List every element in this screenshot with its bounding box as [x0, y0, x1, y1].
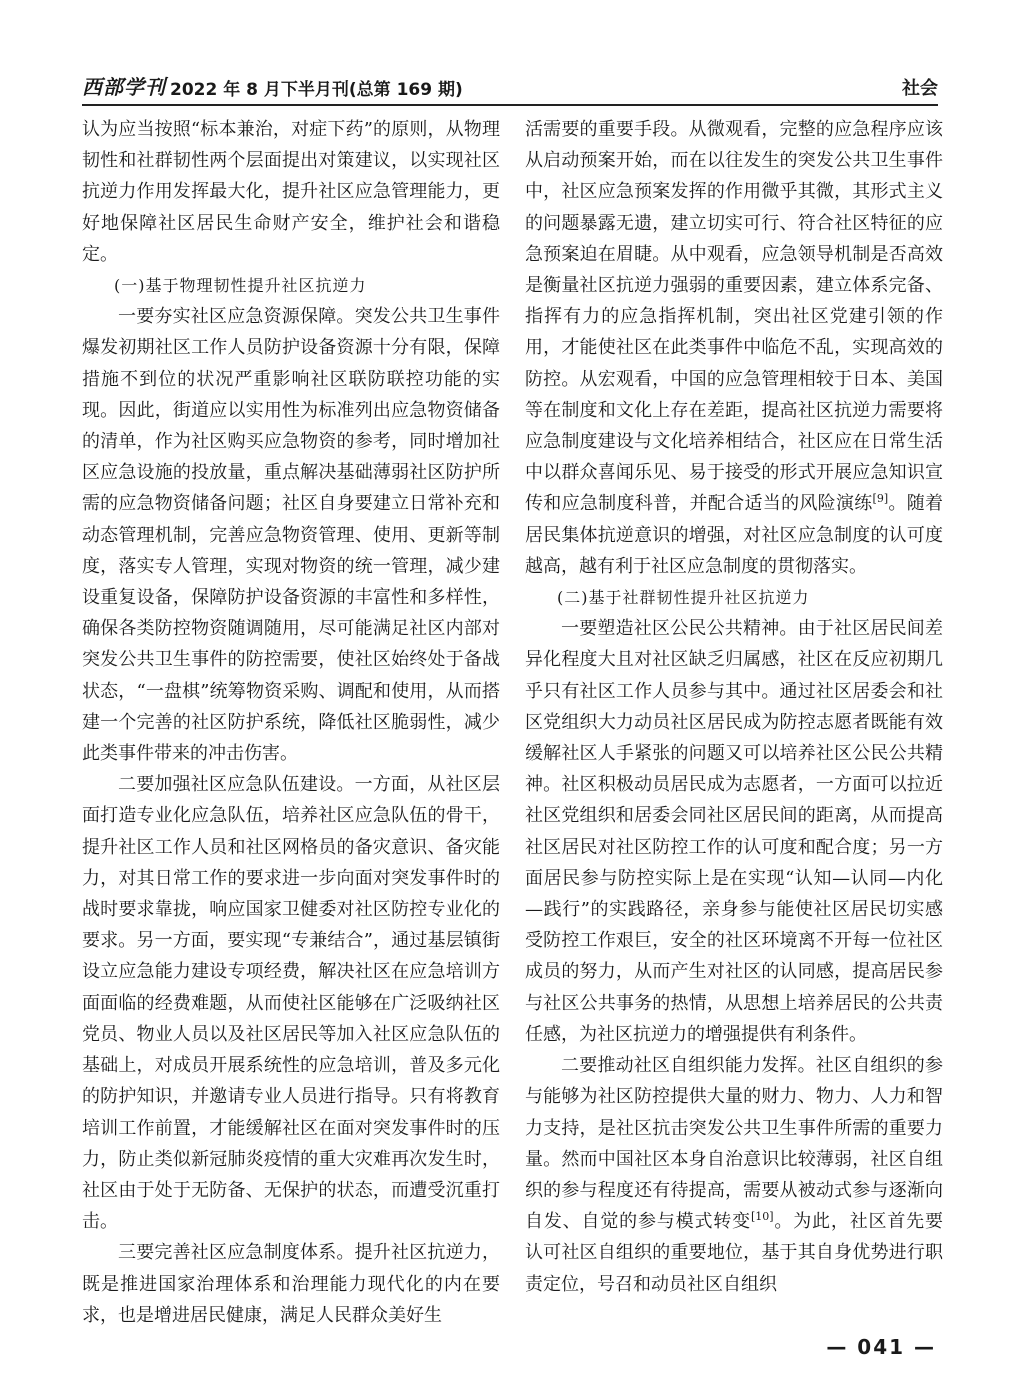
paragraph-text: 。为此，社区首先要认可社区自组织的重要地位，基于其自身优势进行职责定位，号召和动员社区自组织: [525, 1211, 944, 1295]
right-column: [525, 114, 943, 1300]
section-name: 社会: [902, 78, 938, 99]
paragraph: [525, 114, 943, 582]
paragraph: 一要塑造社区公民公共精神。由于社区居民间差异化程度大且对社区缺乏归属感，社区在反应初期几乎只有社区工作人员参与其中。通过社区居委会和社区党组织大力动员社区居民成为防控志愿者既能有效缓解社区人手紧张的问题又可以培养社区公民公共精神。社区积极动员居民成为志愿者，一方面可以拉近社区党组织和居委会同社区居民间的距离，从而提高社区居民对社区防控工作的认可度和配合度；另一方面居民参与防控实际上是在实现“认知—认同—内化—践行”的实践路径，亲身参与能使社区居民切实感受防控工作艰巨，安全的社区环境离不开每一位社区成员的努力，从而产生对社区的认同感，提高居民参与社区公共事务的热情，从思想上培养居民的公共责任感，为社区抗逆力的增强提供有利条件。: [525, 618, 943, 1045]
journal-logo: 西部学刊: [82, 75, 166, 99]
paragraph-text: 活需要的重要手段。从微观看，完整的应急程序应该从启动预案开始，而在以往发生的突发公共卫生事件中，社区应急预案发挥的作用微乎其微，其形式主义的问题暴露无遗，建立切实可行、符合社区特征的应急预案迫在眉睫。从中观看，应急领导机制是否高效是衡量社区抗逆力强弱的重要因素，建立体系完备、指挥有力的应急指挥机制，突出社区党建引领的作用，才能使社区在此类事件中临危不乱，实现高效的防控。从宏观看，中国的应急管理相较于日本、美国等在制度和文化上存在差距，提高社区抗逆力需要将应急制度建设与文化培养相结合，社区应在日常生活中以群众喜闻乐见、易于接受的形式开展应急知识宣传和应急制度科普，并配合适当的风险演练: [525, 119, 943, 515]
paragraph: [525, 1050, 943, 1300]
page-header: [82, 70, 938, 106]
citation-ref: [10]: [750, 1210, 774, 1224]
paragraph: 二要加强社区应急队伍建设。一方面，从社区层面打造专业化应急队伍，培养社区应急队伍的骨干，提升社区工作人员和社区网格员的备灾意识、备灾能力，对其日常工作的要求进一步向面对突发事件时的战时要求靠拢，响应国家卫健委对社区防控专业化的要求。另一方面，要实现“专兼结合”，通过基层镇街设立应急能力建设专项经费，解决社区在应急培训方面面临的经费难题，从而使社区能够在广泛吸纳社区党员、物业人员以及社区居民等加入社区应急队伍的基础上，对成员开展系统性的应急培训，普及多元化的防护知识，并邀请专业人员进行指导。只有将教育培训工作前置，才能缓解社区在面对突发事件时的压力，防止类似新冠肺炎疫情的重大灾难再次发生时，社区由于处于无防备、无保护的状态，而遭受沉重打击。: [82, 774, 500, 1233]
citation-ref: [9]: [872, 492, 889, 506]
paragraph: 认为应当按照“标本兼治，对症下药”的原则，从物理韧性和社群韧性两个层面提出对策建议，以实现社区抗逆力作用发挥最大化，提升社区应急管理能力，更好地保障社区居民生命财产安全，维护社会和谐稳定。: [82, 119, 500, 265]
subheading: (一)基于物理韧性提升社区抗逆力: [114, 276, 367, 296]
paragraph: 一要夯实社区应急资源保障。突发公共卫生事件爆发初期社区工作人员防护设备资源十分有限，保障措施不到位的状况严重影响社区联防联控功能的实现。因此，街道应以实用性为标准列出应急物资储备的清单，作为社区购买应急物资的参考，同时增加社区应急设施的投放量，重点解决基础薄弱社区防护所需的应急物资储备问题；社区自身要建立日常补充和动态管理机制，完善应急物资管理、使用、更新等制度，落实专人管理，实现对物资的统一管理，减少建设重复设备，保障防护设备资源的丰富性和多样性，确保各类防控物资随调随用，尽可能满足社区内部对突发公共卫生事件的防控需要，使社区始终处于备战状态，“一盘棋”统筹物资采购、调配和使用，从而搭建一个完善的社区防护系统，降低社区脆弱性，减少此类事件带来的冲击伤害。: [82, 306, 500, 765]
paragraph: 三要完善社区应急制度体系。提升社区抗逆力，既是推进国家治理体系和治理能力现代化的内在要求，也是增进居民健康，满足人民群众美好生: [82, 1242, 500, 1326]
left-column: [82, 114, 500, 1331]
subheading: (二)基于社群韧性提升社区抗逆力: [557, 588, 810, 608]
paragraph-text: 二要推动社区自组织能力发挥。社区自组织的参与能够为社区防控提供大量的财力、物力、人力和智力支持，是社区抗击突发公共卫生事件所需的重要力量。然而中国社区本身自治意识比较薄弱，社区自组织的参与程度还有待提高，需要从被动式参与逐渐向自发、自觉的参与模式转变: [525, 1055, 943, 1233]
header-left: [82, 71, 463, 100]
paragraph-text: 。随着居民集体抗逆意识的增强，对社区应急制度的认可度越高，越有利于社区应急制度的贯彻落实。: [525, 493, 943, 577]
issue-info: 2022 年 8 月下半月刊(总第 169 期): [170, 80, 463, 100]
page-number: — 041 —: [826, 1335, 936, 1359]
